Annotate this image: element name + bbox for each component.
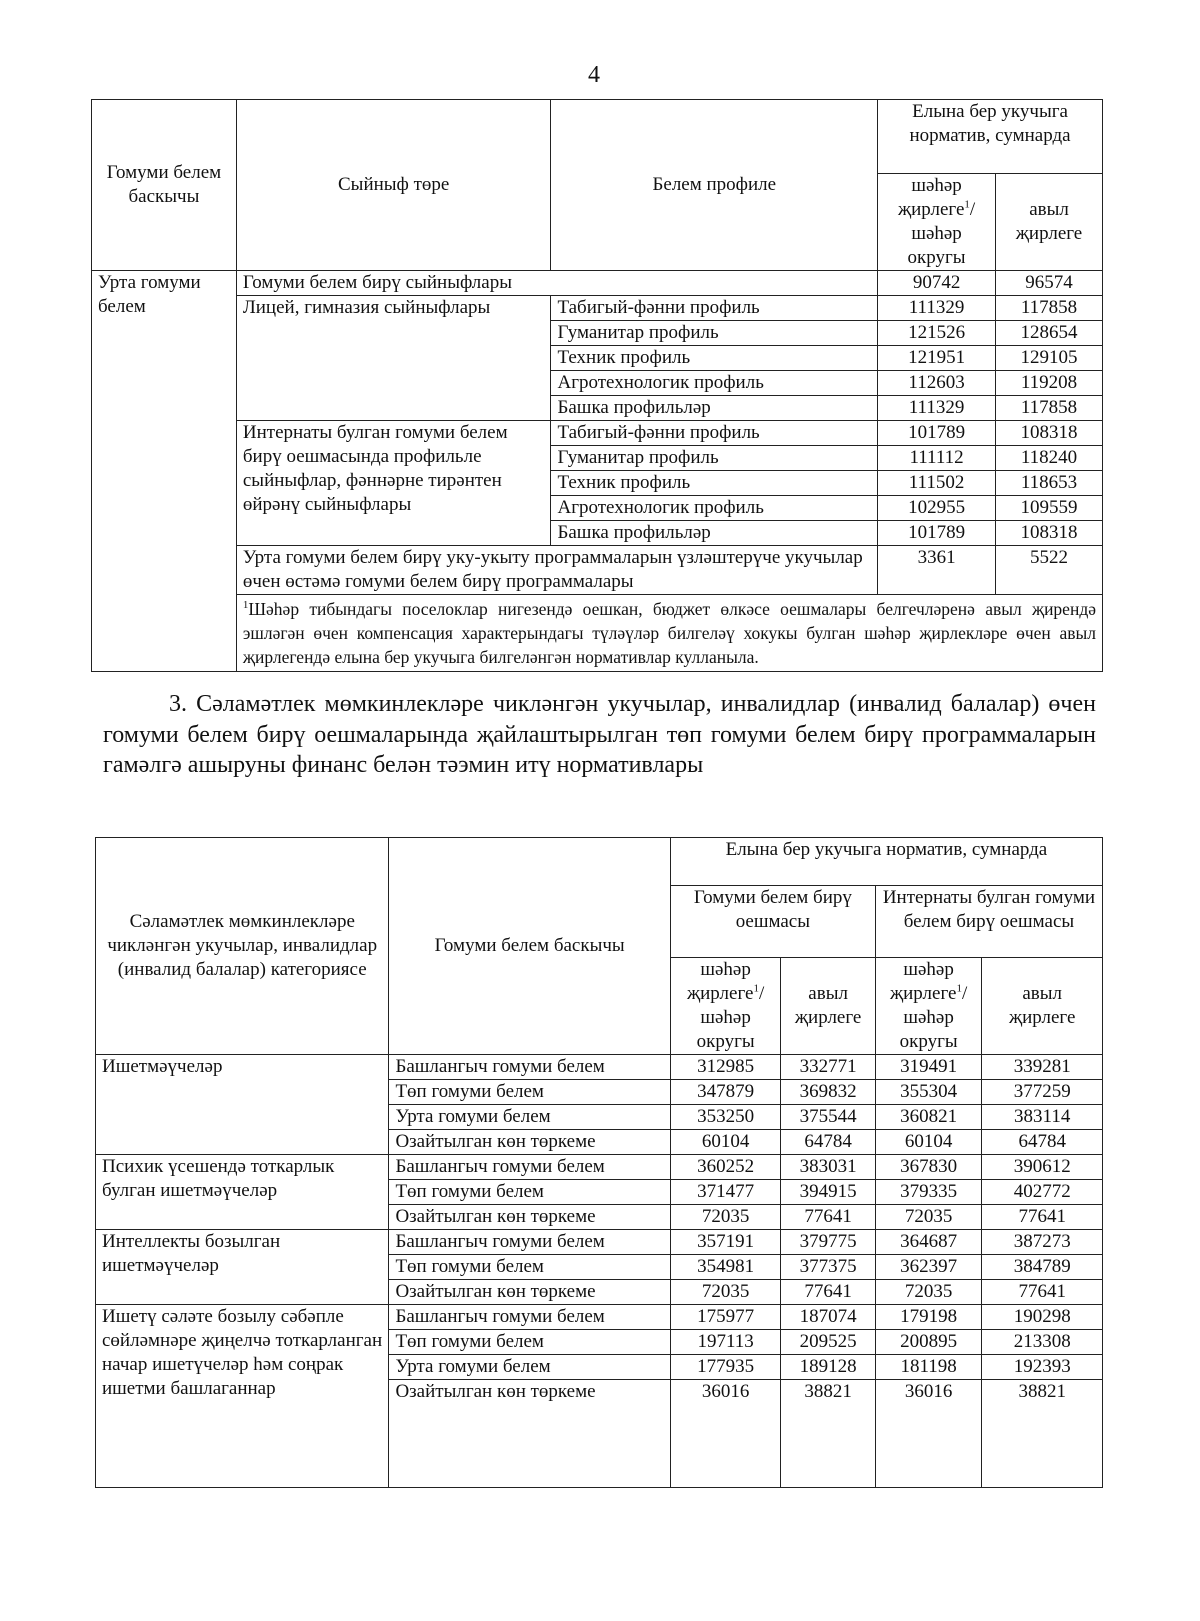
table-row	[96, 1305, 1103, 1330]
table-row	[92, 271, 1103, 296]
value-cell: 379335	[875, 1180, 982, 1205]
profile-cell: Башка профильләр	[551, 521, 878, 546]
value-cell: 72035	[875, 1280, 982, 1305]
urban-value: 112603	[878, 371, 996, 396]
secondary-education-normatives-table	[91, 99, 1103, 672]
value-cell: 355304	[875, 1080, 982, 1105]
level-cell: Башлангыч гомуми белем	[389, 1055, 670, 1080]
disabled-students-normatives-table	[95, 837, 1103, 1488]
value-cell: 175977	[670, 1305, 781, 1330]
value-cell: 77641	[982, 1205, 1103, 1230]
header-category: Сәламәтлек мөмкинлекләре чикләнгән укучылар, инвалидлар (инвалид балалар) категориясе	[96, 838, 389, 1055]
rural-value: 96574	[996, 271, 1103, 296]
level-cell: Төп гомуми белем	[389, 1080, 670, 1105]
value-cell: 38821	[982, 1380, 1103, 1488]
profile-cell: Башка профильләр	[551, 396, 878, 421]
value-cell: 177935	[670, 1355, 781, 1380]
footnote-row	[92, 595, 1103, 672]
header-rural: авыл җирлеге	[781, 958, 875, 1055]
value-cell: 200895	[875, 1330, 982, 1355]
urban-value: 111502	[878, 471, 996, 496]
urban-value: 111112	[878, 446, 996, 471]
category-cell: Интеллекты бозылган ишетмәүчеләр	[96, 1230, 389, 1305]
value-cell: 354981	[670, 1255, 781, 1280]
urban-value: 3361	[878, 546, 996, 595]
value-cell: 213308	[982, 1330, 1103, 1355]
rural-value: 119208	[996, 371, 1103, 396]
header-level: Гомуми белем баскычы	[389, 838, 670, 1055]
value-cell: 371477	[670, 1180, 781, 1205]
table-row	[96, 1230, 1103, 1255]
level-cell: Озайтылган көн төркеме	[389, 1280, 670, 1305]
table-row	[92, 546, 1103, 595]
value-cell: 360821	[875, 1105, 982, 1130]
value-cell: 181198	[875, 1355, 982, 1380]
value-cell: 383114	[982, 1105, 1103, 1130]
category-cell: Ишетү сәләте бозылу сәбәпле сөйләмнәре җиңелчә тоткарланган начар ишетүчеләр һәм соңрак ишетми башлаганнар	[96, 1305, 389, 1488]
level-cell: Төп гомуми белем	[389, 1180, 670, 1205]
level-cell: Озайтылган көн төркеме	[389, 1380, 670, 1488]
value-cell: 367830	[875, 1155, 982, 1180]
profile-cell: Техник профиль	[551, 346, 878, 371]
value-cell: 77641	[781, 1280, 875, 1305]
value-cell: 377375	[781, 1255, 875, 1280]
value-cell: 383031	[781, 1155, 875, 1180]
level-cell: Урта гомуми белем	[389, 1355, 670, 1380]
table-row	[96, 1055, 1103, 1080]
level-cell: Урта гомуми белем	[92, 271, 237, 672]
urban-value: 121951	[878, 346, 996, 371]
urban-value: 111329	[878, 396, 996, 421]
urban-value: 101789	[878, 521, 996, 546]
header-class-type: Сыйныф төре	[236, 100, 551, 271]
rural-value: 108318	[996, 521, 1103, 546]
value-cell: 36016	[875, 1380, 982, 1488]
value-cell: 394915	[781, 1180, 875, 1205]
value-cell: 377259	[982, 1080, 1103, 1105]
level-cell: Төп гомуми белем	[389, 1330, 670, 1355]
value-cell: 77641	[982, 1280, 1103, 1305]
value-cell: 187074	[781, 1305, 875, 1330]
value-cell: 197113	[670, 1330, 781, 1355]
profile-cell: Агротехнологик профиль	[551, 371, 878, 396]
header-general-org: Гомуми белем бирү оешмасы	[670, 886, 875, 958]
value-cell: 369832	[781, 1080, 875, 1105]
category-cell: Психик үсешендә тоткарлык булган ишетмәүчеләр	[96, 1155, 389, 1230]
value-cell: 312985	[670, 1055, 781, 1080]
group-label: Интернаты булган гомуми белем бирү оешмасында профильле сыйныфлар, фәннәрне тирәнтен өйрәнү сыйныфлары	[236, 421, 551, 546]
table-row	[92, 296, 1103, 321]
profile-cell: Табигый-фәнни профиль	[551, 421, 878, 446]
level-cell: Башлангыч гомуми белем	[389, 1305, 670, 1330]
value-cell: 209525	[781, 1330, 875, 1355]
group-label: Лицей, гимназия сыйныфлары	[236, 296, 551, 421]
value-cell: 189128	[781, 1355, 875, 1380]
value-cell: 339281	[982, 1055, 1103, 1080]
value-cell: 64784	[982, 1130, 1103, 1155]
table-row	[96, 1155, 1103, 1180]
value-cell: 353250	[670, 1105, 781, 1130]
value-cell: 384789	[982, 1255, 1103, 1280]
row-label: Гомуми белем бирү сыйныфлары	[236, 271, 877, 296]
value-cell: 36016	[670, 1380, 781, 1488]
value-cell: 379775	[781, 1230, 875, 1255]
rural-value: 118240	[996, 446, 1103, 471]
header-urban: шәһәр җирлеге$^1$/ шәһәр округы	[878, 174, 996, 271]
urban-value: 111329	[878, 296, 996, 321]
value-cell: 190298	[982, 1305, 1103, 1330]
urban-value: 90742	[878, 271, 996, 296]
value-cell: 375544	[781, 1105, 875, 1130]
value-cell: 360252	[670, 1155, 781, 1180]
value-cell: 72035	[670, 1205, 781, 1230]
value-cell: 402772	[982, 1180, 1103, 1205]
rural-value: 117858	[996, 296, 1103, 321]
profile-cell: Гуманитар профиль	[551, 446, 878, 471]
value-cell: 60104	[670, 1130, 781, 1155]
value-cell: 390612	[982, 1155, 1103, 1180]
row-label: Урта гомуми белем бирү уку-укыту программаларын үзләштерүче укучылар өчен өстәмә гомуми белем бирү программалары	[236, 546, 877, 595]
rural-value: 129105	[996, 346, 1103, 371]
section-3-heading: 3. Сәламәтлек мөмкинлекләре чикләнгән укучылар, инвалидлар (инвалид балалар) өчен гомуми белем бирү оешмаларында җайлаштырылган төп гомуми белем бирү программаларын гамәлгә ашыруны финанс белән тәэмин итү нормативлары	[103, 691, 1096, 778]
value-cell: 192393	[982, 1355, 1103, 1380]
header-urban: шәһәр җирлеге$^1$/ шәһәр округы	[670, 958, 781, 1055]
urban-value: 121526	[878, 321, 996, 346]
level-cell: Озайтылган көн төркеме	[389, 1205, 670, 1230]
table-row	[92, 421, 1103, 446]
urban-value: 102955	[878, 496, 996, 521]
page-number: 4	[588, 62, 600, 88]
level-cell: Урта гомуми белем	[389, 1105, 670, 1130]
profile-cell: Гуманитар профиль	[551, 321, 878, 346]
value-cell: 64784	[781, 1130, 875, 1155]
header-boarding-org: Интернаты булган гомуми белем бирү оешмасы	[875, 886, 1102, 958]
value-cell: 179198	[875, 1305, 982, 1330]
rural-value: 128654	[996, 321, 1103, 346]
profile-cell: Табигый-фәнни профиль	[551, 296, 878, 321]
header-normative: Елына бер укучыга норматив, сумнарда	[878, 100, 1103, 174]
header-level: Гомуми белем баскычы	[92, 100, 237, 271]
rural-value: 109559	[996, 496, 1103, 521]
value-cell: 72035	[875, 1205, 982, 1230]
value-cell: 319491	[875, 1055, 982, 1080]
value-cell: 77641	[781, 1205, 875, 1230]
value-cell: 38821	[781, 1380, 875, 1488]
profile-cell: Техник профиль	[551, 471, 878, 496]
profile-cell: Агротехнологик профиль	[551, 496, 878, 521]
header-rural: авыл җирлеге	[996, 174, 1103, 271]
header-profile: Белем профиле	[551, 100, 878, 271]
value-cell: 60104	[875, 1130, 982, 1155]
level-cell: Башлангыч гомуми белем	[389, 1230, 670, 1255]
urban-value: 101789	[878, 421, 996, 446]
category-cell: Ишетмәүчеләр	[96, 1055, 389, 1155]
level-cell: Озайтылган көн төркеме	[389, 1130, 670, 1155]
level-cell: Башлангыч гомуми белем	[389, 1155, 670, 1180]
value-cell: 72035	[670, 1280, 781, 1305]
value-cell: 357191	[670, 1230, 781, 1255]
header-urban: шәһәр җирлеге$^1$/ шәһәр округы	[875, 958, 982, 1055]
rural-value: 108318	[996, 421, 1103, 446]
header-rural: авыл җирлеге	[982, 958, 1103, 1055]
value-cell: 387273	[982, 1230, 1103, 1255]
level-cell: Төп гомуми белем	[389, 1255, 670, 1280]
value-cell: 364687	[875, 1230, 982, 1255]
value-cell: 347879	[670, 1080, 781, 1105]
footnote: $^1$Шәһәр тибындагы поселоклар нигезендә оешкан, бюджет өлкәсе оешмалары белгечләренә авыл җирендә эшләгән өчен компенсация характерындагы түләүләр билгеләү хокукы булган шәһәр җирлекләре өчен авыл җирлегендә елына бер укучыга билгеләнгән нормативлар кулланыла.	[236, 595, 1102, 672]
value-cell: 362397	[875, 1255, 982, 1280]
header-normative: Елына бер укучыга норматив, сумнарда	[670, 838, 1102, 886]
rural-value: 118653	[996, 471, 1103, 496]
rural-value: 5522	[996, 546, 1103, 595]
rural-value: 117858	[996, 396, 1103, 421]
value-cell: 332771	[781, 1055, 875, 1080]
